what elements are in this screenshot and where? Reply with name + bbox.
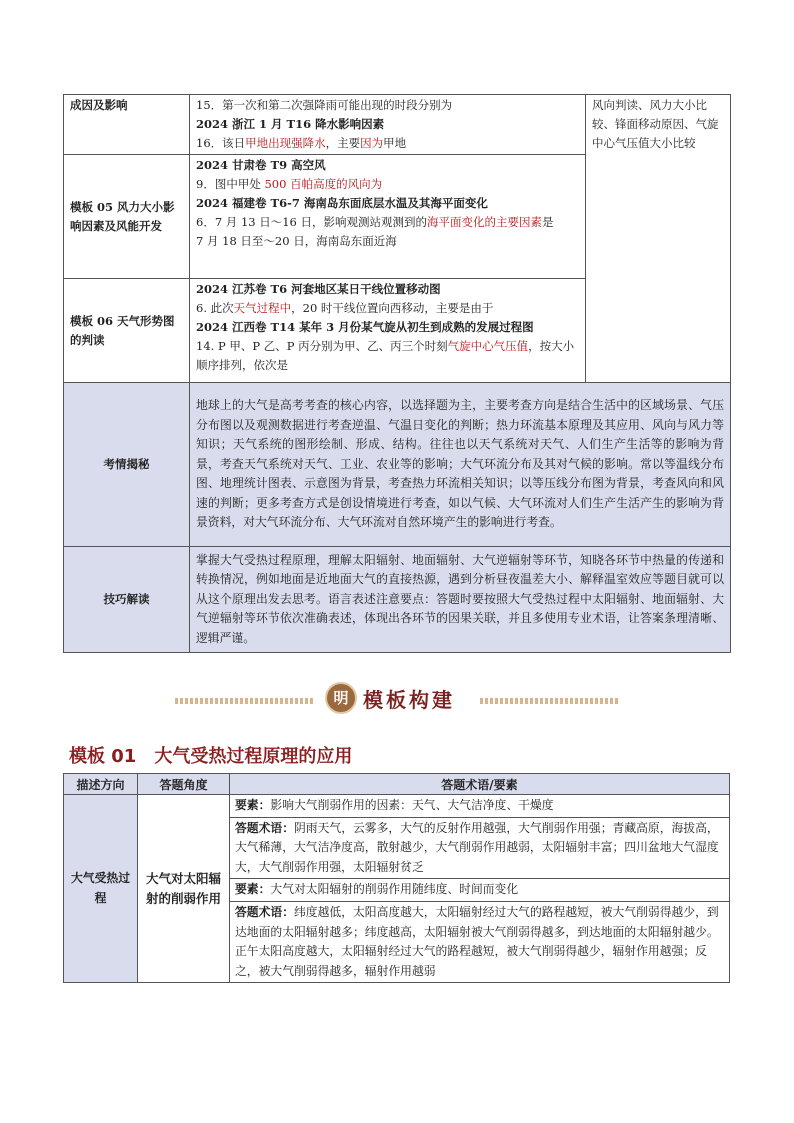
text-span: 6. 此次 — [196, 301, 234, 315]
angle-cell: 大气对太阳辐射的削弱作用 — [138, 795, 230, 983]
analysis-text: 地球上的大气是高考考查的核心内容，以选择题为主，主要考查方向是结合生活中的区域场景、气压分布图以及观测数据进行考查逆温、气温日变化的判断；热力环流基本原理及其应用、风向与风力等知识；天气系统的图形绘制、形成、结构。往往也以天气系统对天气、人们生产生活等的影响为背景，考查天气系统对天气、工业、农业等的影响；大气环流分布及其对气候的影响。常以等温线分布图、地理统计图表、示意图为背景，考查热力环流相关知识；以等压线分布图为背景，考查风向和风速的判断；更多考查方式是创设情境进行考查，如以气候、大气环流对人们生产生活产生的影响为背景资料，对大气环流分布、大气环流对自然环境产生的影响进行考查。 — [190, 383, 731, 547]
highlight-span: 海平面变化的主要因素 — [427, 215, 543, 229]
question-text — [196, 96, 579, 115]
highlight-span: 因为 — [360, 136, 384, 150]
term-cell — [230, 901, 730, 982]
text-span: 9．图中甲处 — [196, 177, 265, 191]
column-header: 答题术语/要素 — [230, 774, 730, 795]
banner-badge: 明 — [325, 682, 357, 714]
question-cell — [190, 279, 586, 383]
term-text: 大气对太阳辐射的削弱作用随纬度、时间而变化 — [270, 882, 519, 897]
row-label: 成因及影响 — [64, 95, 190, 155]
column-header: 答题角度 — [138, 774, 230, 795]
text-span: 甲地 — [383, 136, 407, 150]
term-text: 阴雨天气，云雾多，大气的反射作用越强，大气削弱作用强；青藏高原，海拔高，大气稀薄，大气洁净度高，散射越少，大气削弱作用越弱，太阳辐射丰富；四川盆地大气湿度大，大气削弱作用强，太阳辐射贫乏 — [235, 820, 719, 874]
table-header-row — [64, 774, 730, 795]
term-cell — [230, 879, 730, 902]
section-title: 模板 01 大气受热过程原理的应用 — [69, 746, 353, 767]
divider — [480, 698, 620, 704]
row-label: 考情揭秘 — [64, 383, 190, 547]
exam-reference: 2024 福建卷 T6-7 海南岛东面底层水温及其海平面变化 — [196, 196, 488, 210]
term-cell — [230, 795, 730, 818]
term-label: 要素： — [235, 882, 271, 897]
skills-cell: 风向判读、风力大小比较、锋面移动原因、气旋中心气压值大小比较 — [586, 95, 731, 383]
text-span: 16．该日 — [196, 136, 246, 150]
table-row — [64, 95, 731, 155]
text-span: ，主要 — [325, 136, 361, 150]
term-label: 答题术语： — [235, 904, 294, 919]
highlight-span: 500 百帕高度的风向为 — [264, 177, 383, 191]
column-header: 描述方向 — [64, 774, 138, 795]
term-text: 纬度越低，太阳高度越大，太阳辐射经过大气的路程越短，被大气削弱得越少，到达地面的太阳辐射越多；纬度越高，太阳辐射被大气削弱得越多，到达地面的太阳辐射越少。正午太阳高度越大，太阳辐射经过大气的路程越短，被大气削弱得越少，辐射作用越强；反之，被大气削弱得越多，辐射作用越弱 — [235, 904, 719, 978]
question-cell — [190, 155, 586, 279]
direction-cell: 大气受热过程 — [64, 795, 138, 983]
term-cell — [230, 817, 730, 879]
table-row — [64, 547, 731, 653]
divider — [175, 698, 315, 704]
template-table — [63, 773, 730, 983]
question-text — [196, 337, 579, 375]
text-span: 是 — [542, 215, 554, 229]
question-cell — [190, 95, 586, 155]
row-label: 技巧解读 — [64, 547, 190, 653]
term-text: 影响大气削弱作用的因素：天气、大气洁净度、干燥度 — [270, 798, 554, 812]
exam-reference: 2024 浙江 1 月 T16 降水影响因素 — [196, 117, 385, 131]
summary-table — [63, 94, 731, 653]
question-text — [196, 175, 579, 194]
exam-reference: 2024 江西卷 T14 某年 3 月份某气旋从初生到成熟的发展过程图 — [196, 320, 534, 334]
text-span: 6．7 月 13 日～16 日，影响观测站观测到的 — [196, 215, 428, 229]
highlight-span: 甲地出现强降水 — [245, 136, 326, 150]
table-row — [64, 795, 730, 818]
question-text — [196, 299, 579, 318]
term-label: 答题术语： — [235, 820, 294, 835]
text-span: ，20 时干线位置向西移动，主要是由于 — [291, 301, 494, 315]
row-label: 模板 05 风力大小影响因素及风能开发 — [64, 155, 190, 279]
banner-title: 模板构建 — [363, 688, 455, 712]
question-text — [196, 213, 579, 232]
question-text — [196, 134, 579, 153]
question-text: 7 月 18 日至～20 日，海南岛东面近海 — [196, 234, 397, 248]
exam-reference: 2024 甘肃卷 T9 高空风 — [196, 158, 326, 172]
highlight-span: 气旋中心气压值 — [447, 339, 529, 353]
table-row — [64, 383, 731, 547]
text-span: ，按大小顺序排列，依次是 — [196, 339, 575, 372]
exam-reference: 2024 江苏卷 T6 河套地区某日干线位置移动图 — [196, 282, 441, 296]
row-label: 模板 06 天气形势图的判读 — [64, 279, 190, 383]
question-15: 15．第一次和第二次强降雨可能出现的时段分别为 — [196, 98, 453, 112]
term-label: 要素： — [235, 798, 271, 812]
highlight-span: 天气过程中 — [233, 301, 292, 315]
text-span: 14. P 甲、P 乙、P 丙分别为甲、乙、丙三个时刻 — [196, 339, 448, 353]
tips-text: 掌握大气受热过程原理，理解太阳辐射、地面辐射、大气逆辐射等环节，知晓各环节中热量的传递和转换情况，例如地面是近地面大气的直接热源，遇到分析昼夜温差大小、解释温室效应等题目就可以从这个原理出发去思考。语言表述注意要点：答题时要按照大气受热过程中太阳辐射、地面辐射、大气逆辐射等环节依次准确表述，体现出各环节的因果关联，并且多使用专业术语，让答案条理清晰、逻辑严谨。 — [190, 547, 731, 653]
section-banner — [175, 680, 620, 716]
